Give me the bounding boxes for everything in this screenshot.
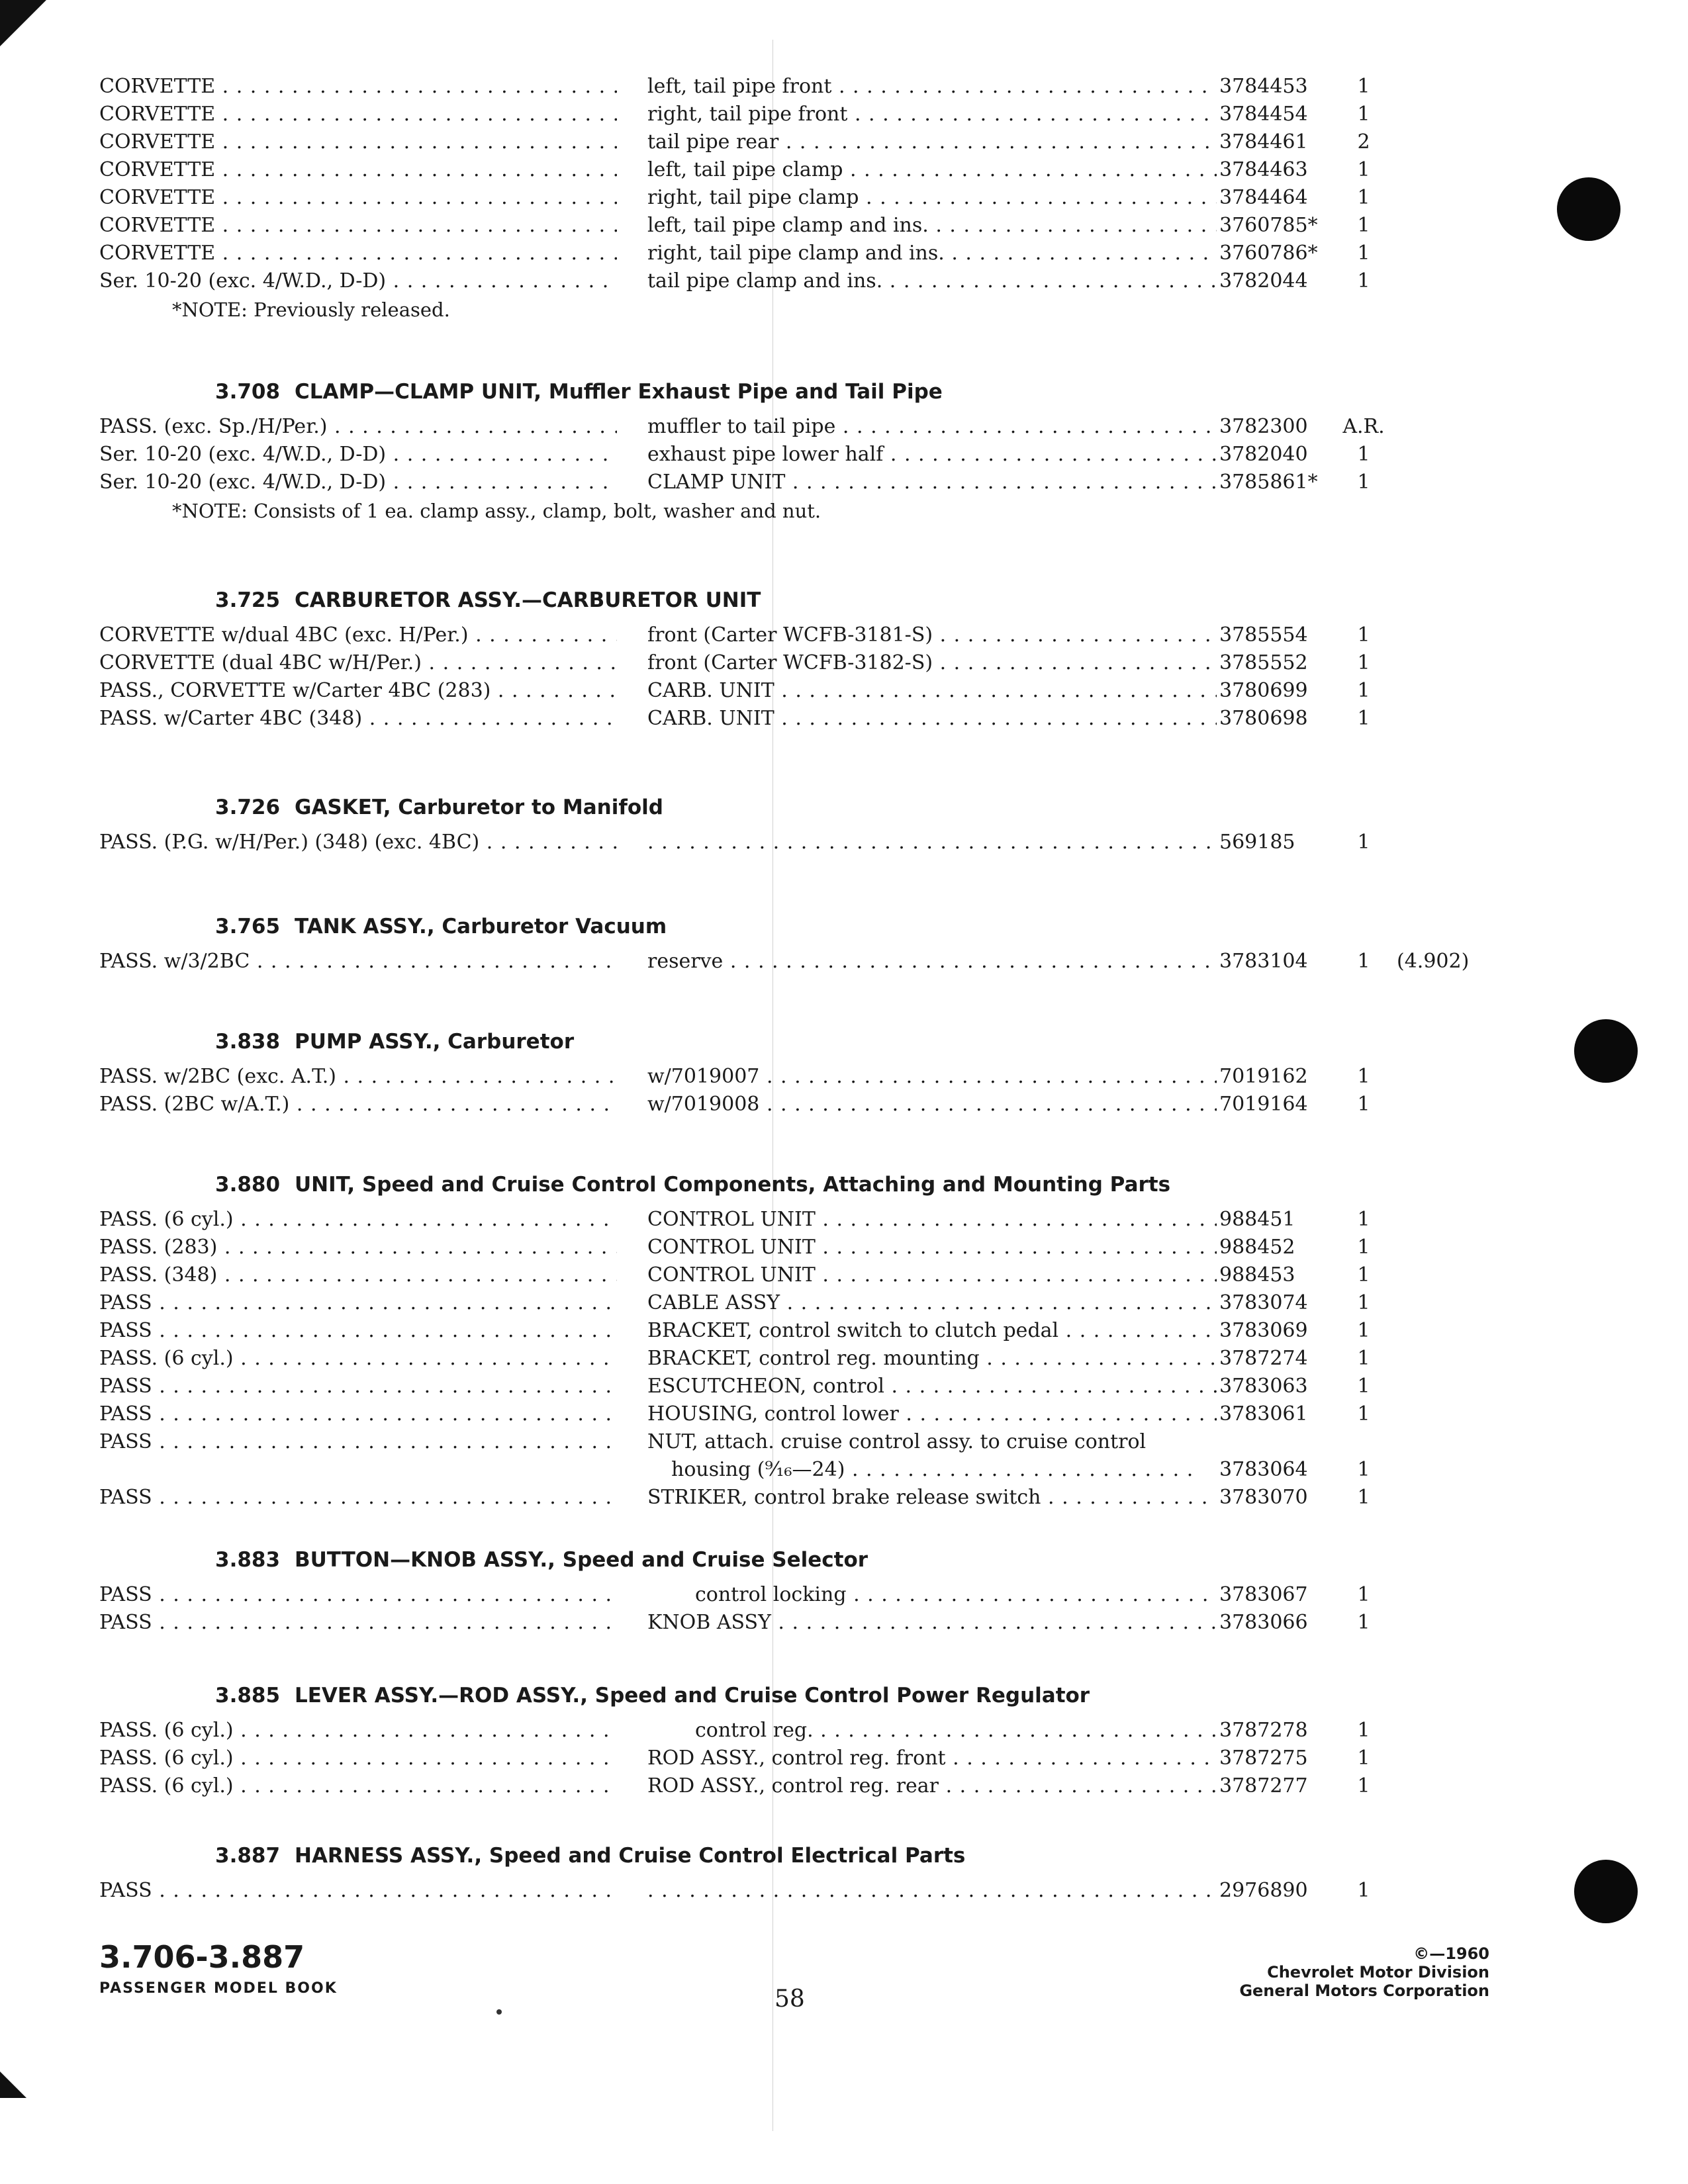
description-cell: right, tail pipe clamp . . .: [647, 184, 1296, 212]
table-row: [99, 829, 1489, 856]
part-number: 3783061: [1217, 1400, 1338, 1428]
description-cell: reserve . . .: [647, 948, 1296, 976]
part-number: 3787275: [1217, 1745, 1338, 1772]
description-cell: w/7019007 . . .: [647, 1063, 1296, 1091]
part-number: 3782040: [1217, 441, 1338, 469]
section-number: 3.885: [215, 1684, 281, 1707]
description-cell: muffler to tail pipe . . .: [647, 413, 1296, 441]
description-cell: ROD ASSY., control reg. rear . . .: [647, 1772, 1296, 1800]
footer-section-range: 3.706-3.887: [99, 1939, 305, 1975]
section-title: UNIT, Speed and Cruise Control Components, Attaching and Mounting Parts: [295, 1173, 1171, 1197]
registration-mark-top: [0, 0, 46, 46]
description-cell: CONTROL UNIT . . .: [647, 1234, 1296, 1261]
section-heading: [99, 1163, 1489, 1206]
quantity: 1: [1357, 1093, 1370, 1116]
table-row: [99, 649, 1489, 677]
section-number: 3.838: [215, 1030, 281, 1054]
quantity: 1: [1357, 831, 1370, 854]
description-cell: CARB. UNIT . . .: [647, 705, 1296, 733]
part-number: 3784461: [1217, 128, 1338, 156]
binder-hole-middle: [1574, 1019, 1638, 1083]
description-line-2: housing (⁹⁄₁₆—24) . . .: [647, 1456, 1201, 1484]
model-cell: PASS. (6 cyl.) . . .: [99, 1206, 617, 1234]
section-3726: [99, 786, 1489, 856]
quantity: 1: [1357, 1402, 1370, 1426]
model-cell: PASS. (2BC w/A.T.) . . .: [99, 1091, 617, 1118]
model-cell: PASS. (exc. Sp./H/Per.) . . .: [99, 413, 617, 441]
binder-hole-top: [1557, 177, 1620, 241]
section-title: LEVER ASSY.—ROD ASSY., Speed and Cruise Control Power Regulator: [295, 1684, 1090, 1707]
quantity: 1: [1357, 1583, 1370, 1606]
table-row: [99, 212, 1489, 240]
table-row: [99, 1609, 1489, 1637]
model-cell: PASS. w/2BC (exc. A.T.) . . .: [99, 1063, 617, 1091]
section-number: 3.883: [215, 1548, 281, 1572]
section-3725: [99, 579, 1489, 733]
model-cell: PASS. (348) . . .: [99, 1261, 617, 1289]
description-cell: ROD ASSY., control reg. front . . .: [647, 1745, 1296, 1772]
description-line-1: NUT, attach. cruise control assy. to cruise control: [647, 1430, 1147, 1453]
quantity: 1: [1357, 242, 1370, 265]
table-row: [99, 1877, 1489, 1905]
model-cell: Ser. 10-20 (exc. 4/W.D., D-D) . . .: [99, 267, 617, 295]
model-cell: PASS . . .: [99, 1484, 617, 1512]
table-row: [99, 1234, 1489, 1261]
table-row: [99, 1345, 1489, 1373]
section-3838: [99, 1021, 1489, 1118]
binder-hole-bottom: [1574, 1860, 1638, 1923]
table-row: [99, 73, 1489, 101]
part-number: 3784463: [1217, 156, 1338, 184]
part-number: 3785554: [1217, 621, 1338, 649]
table-row: [99, 240, 1489, 267]
description-cell: BRACKET, control reg. mounting . . .: [647, 1345, 1296, 1373]
part-number: 3783074: [1217, 1289, 1338, 1317]
quantity: 1: [1357, 214, 1370, 237]
quantity: 1: [1357, 950, 1370, 973]
table-row: [99, 1400, 1489, 1428]
description-cell: STRIKER, control brake release switch . . .: [647, 1484, 1296, 1512]
section-number: 3.765: [215, 915, 281, 938]
model-cell: PASS . . .: [99, 1400, 617, 1428]
model-cell: PASS . . .: [99, 1877, 617, 1905]
model-cell: CORVETTE . . .: [99, 156, 617, 184]
quantity: 1: [1357, 1319, 1370, 1342]
footer-book-title: PASSENGER MODEL BOOK: [99, 1980, 338, 1997]
table-row-nut: [99, 1428, 1489, 1484]
section-heading: [99, 1835, 1489, 1877]
model-cell: Ser. 10-20 (exc. 4/W.D., D-D) . . .: [99, 469, 617, 496]
table-row: [99, 156, 1489, 184]
table-row: [99, 1063, 1489, 1091]
model-cell: PASS. (P.G. w/H/Per.) (348) (exc. 4BC) . . .: [99, 829, 617, 856]
quantity: 1: [1357, 443, 1370, 466]
table-row: [99, 948, 1489, 976]
model-cell: PASS. w/3/2BC . . .: [99, 948, 617, 976]
model-cell: PASS . . .: [99, 1581, 617, 1609]
description-cell: right, tail pipe clamp and ins. . . .: [647, 240, 1296, 267]
section-3765: [99, 905, 1489, 976]
table-row-striker: [99, 1484, 1489, 1512]
section-heading: [99, 786, 1489, 829]
section-title: CARBURETOR ASSY.—CARBURETOR UNIT: [295, 588, 761, 612]
part-number: 3783063: [1217, 1373, 1338, 1400]
section-number: 3.880: [215, 1173, 281, 1197]
table-row: [99, 1581, 1489, 1609]
model-cell: Ser. 10-20 (exc. 4/W.D., D-D) . . .: [99, 441, 617, 469]
quantity: 1: [1357, 269, 1370, 293]
description-cell: ESCUTCHEON, control . . .: [647, 1373, 1296, 1400]
table-row: [99, 1373, 1489, 1400]
table-row: [99, 705, 1489, 733]
table-row: [99, 413, 1489, 441]
quantity: 1: [1357, 1879, 1370, 1902]
section-number: 3.708: [215, 380, 281, 404]
description-cell: control reg. . . .: [695, 1717, 1296, 1745]
model-cell: CORVETTE . . .: [99, 73, 617, 101]
model-cell: PASS., CORVETTE w/Carter 4BC (283) . . .: [99, 677, 617, 705]
part-number: 3760786*: [1217, 240, 1338, 267]
model-cell: PASS. (6 cyl.) . . .: [99, 1717, 617, 1745]
model-cell: PASS . . .: [99, 1373, 617, 1400]
page-footer: [99, 1939, 1489, 2071]
description-cell: CONTROL UNIT . . .: [647, 1261, 1296, 1289]
model-cell: CORVETTE (dual 4BC w/H/Per.) . . .: [99, 649, 617, 677]
table-row: [99, 1717, 1489, 1745]
table-row: [99, 1091, 1489, 1118]
part-number: 3783067: [1217, 1581, 1338, 1609]
section-heading: [99, 905, 1489, 948]
section-title: TANK ASSY., Carburetor Vacuum: [295, 915, 667, 938]
table-row: [99, 184, 1489, 212]
quantity: 1: [1357, 1263, 1370, 1287]
section-tailpipe: [99, 73, 1489, 324]
quantity: 1: [1357, 651, 1370, 674]
page-number: 58: [774, 1985, 805, 2013]
section-3708: [99, 371, 1489, 525]
quantity: 1: [1357, 679, 1370, 702]
description-cell: [647, 1877, 1296, 1905]
section-title: CLAMP—CLAMP UNIT, Muffler Exhaust Pipe and Tail Pipe: [295, 380, 943, 404]
model-cell: CORVETTE . . .: [99, 101, 617, 128]
description-cell: front (Carter WCFB-3182-S) . . .: [647, 649, 1296, 677]
part-number: 988451: [1217, 1206, 1338, 1234]
copyright-block: [1239, 1944, 1489, 2000]
model-cell: PASS . . .: [99, 1317, 617, 1345]
quantity: 1: [1357, 1486, 1370, 1509]
section-heading: [99, 579, 1489, 621]
description-cell: left, tail pipe front . . .: [647, 73, 1296, 101]
part-number: 3785552: [1217, 649, 1338, 677]
table-row: [99, 441, 1489, 469]
description-cell: front (Carter WCFB-3181-S) . . .: [647, 621, 1296, 649]
quantity: 1: [1357, 186, 1370, 209]
description-cell: exhaust pipe lower half . . .: [647, 441, 1296, 469]
note: *NOTE: Consists of 1 ea. clamp assy., clamp, bolt, washer and nut.: [172, 500, 821, 522]
table-row: [99, 1745, 1489, 1772]
section-3883: [99, 1539, 1489, 1637]
quantity: 1: [1357, 1458, 1370, 1481]
quantity: 1: [1357, 1611, 1370, 1634]
quantity: 1: [1357, 1291, 1370, 1314]
note: *NOTE: Previously released.: [172, 298, 450, 321]
quantity: 1: [1357, 1747, 1370, 1770]
table-row: [99, 101, 1489, 128]
model-cell: CORVETTE . . .: [99, 212, 617, 240]
table-row: [99, 1289, 1489, 1317]
model-cell: PASS. (6 cyl.) . . .: [99, 1772, 617, 1800]
part-number: 3784454: [1217, 101, 1338, 128]
section-3885: [99, 1674, 1489, 1800]
quantity: A.R.: [1342, 415, 1385, 438]
quantity: 1: [1357, 1236, 1370, 1259]
table-row: [99, 469, 1489, 496]
model-cell: PASS . . .: [99, 1609, 617, 1637]
part-number: 2976890: [1217, 1877, 1338, 1905]
part-number: 3780699: [1217, 677, 1338, 705]
quantity: 1: [1357, 158, 1370, 181]
description-cell: right, tail pipe front . . .: [647, 101, 1296, 128]
description-cell: KNOB ASSY . . .: [647, 1609, 1296, 1637]
part-number: 988452: [1217, 1234, 1338, 1261]
part-number: 3780698: [1217, 705, 1338, 733]
part-number: 3784453: [1217, 73, 1338, 101]
part-number: 3783070: [1217, 1484, 1338, 1512]
quantity: 1: [1357, 707, 1370, 730]
table-row: [99, 1317, 1489, 1345]
quantity: 1: [1357, 1065, 1370, 1088]
table-row: [99, 1206, 1489, 1234]
description-cell: CLAMP UNIT . . .: [647, 469, 1296, 496]
quantity: 1: [1357, 623, 1370, 647]
section-number: 3.726: [215, 796, 281, 819]
description-cell: CABLE ASSY . . .: [647, 1289, 1296, 1317]
reference: (4.902): [1397, 950, 1470, 973]
section-3887: [99, 1835, 1489, 1905]
part-number: 3783069: [1217, 1317, 1338, 1345]
quantity: 1: [1357, 1774, 1370, 1797]
part-number: 3787277: [1217, 1772, 1338, 1800]
copyright: ©—1960: [1413, 1944, 1489, 1963]
speck: [496, 2009, 502, 2015]
part-number: 3783104: [1217, 948, 1338, 976]
description-cell: HOUSING, control lower . . .: [647, 1400, 1296, 1428]
table-row: [99, 621, 1489, 649]
description-cell: control locking . . .: [695, 1581, 1296, 1609]
model-cell: PASS . . .: [99, 1428, 617, 1456]
model-cell: CORVETTE . . .: [99, 184, 617, 212]
description-cell: left, tail pipe clamp and ins. . . .: [647, 212, 1296, 240]
model-cell: CORVETTE . . .: [99, 240, 617, 267]
section-3880: [99, 1163, 1489, 1512]
corporation-name: General Motors Corporation: [1239, 1981, 1489, 2000]
part-number: 3760785*: [1217, 212, 1338, 240]
model-cell: PASS . . .: [99, 1289, 617, 1317]
table-row: [99, 1261, 1489, 1289]
model-cell: PASS. (6 cyl.) . . .: [99, 1745, 617, 1772]
description-cell: [647, 1428, 1303, 1484]
section-heading: [99, 1021, 1489, 1063]
quantity: 1: [1357, 1719, 1370, 1742]
registration-mark-bottom: [0, 2071, 26, 2098]
description-cell: [647, 829, 1296, 856]
part-number: 7019162: [1217, 1063, 1338, 1091]
description-cell: left, tail pipe clamp . . .: [647, 156, 1296, 184]
part-number: 3783066: [1217, 1609, 1338, 1637]
part-number: 7019164: [1217, 1091, 1338, 1118]
section-title: PUMP ASSY., Carburetor: [295, 1030, 575, 1054]
description-cell: CARB. UNIT . . .: [647, 677, 1296, 705]
part-number: 3787278: [1217, 1717, 1338, 1745]
quantity: 1: [1357, 75, 1370, 98]
part-number: 3782044: [1217, 267, 1338, 295]
description-cell: w/7019008 . . .: [647, 1091, 1296, 1118]
model-cell: CORVETTE . . .: [99, 128, 617, 156]
section-heading: [99, 371, 1489, 413]
quantity: 1: [1357, 1208, 1370, 1231]
section-title: HARNESS ASSY., Speed and Cruise Control Electrical Parts: [295, 1844, 966, 1868]
description-cell: BRACKET, control switch to clutch pedal . . .: [647, 1317, 1296, 1345]
part-number: 3782300: [1217, 413, 1338, 441]
quantity: 1: [1357, 471, 1370, 494]
section-number: 3.887: [215, 1844, 281, 1868]
part-number: 3785861*: [1217, 469, 1338, 496]
section-heading: [99, 1539, 1489, 1581]
quantity: 1: [1357, 1375, 1370, 1398]
description-cell: CONTROL UNIT . . .: [647, 1206, 1296, 1234]
quantity: 1: [1357, 103, 1370, 126]
part-number: 3783064: [1217, 1456, 1338, 1484]
table-row: [99, 128, 1489, 156]
description-cell: tail pipe clamp and ins. . . .: [647, 267, 1296, 295]
part-number: 988453: [1217, 1261, 1338, 1289]
table-row: [99, 1772, 1489, 1800]
model-cell: CORVETTE w/dual 4BC (exc. H/Per.) . . .: [99, 621, 617, 649]
part-number: 3787274: [1217, 1345, 1338, 1373]
section-number: 3.725: [215, 588, 281, 612]
description-cell: tail pipe rear . . .: [647, 128, 1296, 156]
quantity: 1: [1357, 1347, 1370, 1370]
section-heading: [99, 1674, 1489, 1717]
section-title: GASKET, Carburetor to Manifold: [295, 796, 663, 819]
model-cell: PASS. (283) . . .: [99, 1234, 617, 1261]
model-cell: PASS. (6 cyl.) . . .: [99, 1345, 617, 1373]
part-number: 3784464: [1217, 184, 1338, 212]
division-name: Chevrolet Motor Division: [1267, 1963, 1489, 1981]
table-row: [99, 677, 1489, 705]
section-title: BUTTON—KNOB ASSY., Speed and Cruise Selector: [295, 1548, 868, 1572]
quantity: 2: [1357, 130, 1370, 154]
model-cell: PASS. w/Carter 4BC (348) . . .: [99, 705, 617, 733]
part-number: 569185: [1217, 829, 1338, 856]
table-row: [99, 267, 1489, 295]
